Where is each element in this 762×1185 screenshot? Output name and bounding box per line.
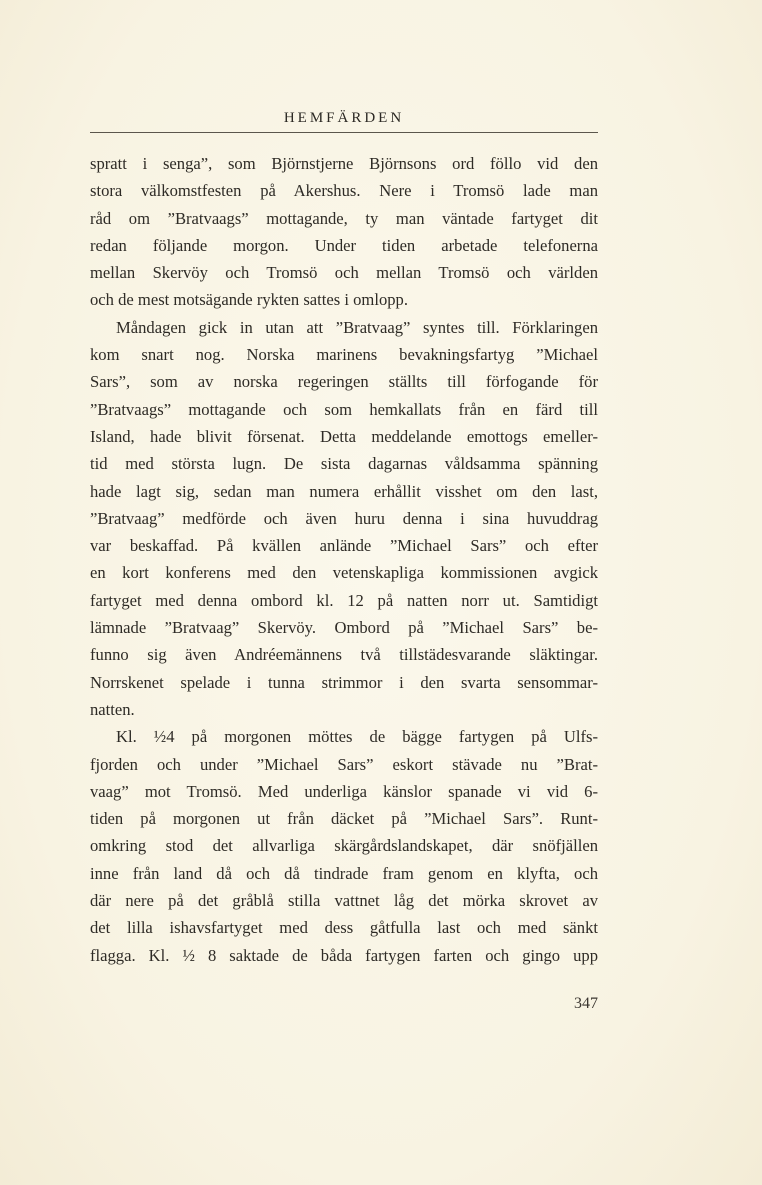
text-line: kom snart nog. Norska marinens bevakningsfartyg ”Michael bbox=[90, 345, 598, 365]
text-line: tiden på morgonen ut från däcket på ”Michael Sars”. Runt- bbox=[90, 809, 598, 829]
text-line: hade lagt sig, sedan man numera erhållit visshet om den last, bbox=[90, 481, 598, 501]
text-line: en kort konferens med den vetenskapliga kommissionen avgick bbox=[90, 563, 598, 583]
text-line: Island, hade blivit försenat. Detta meddelande emottogs emeller- bbox=[90, 426, 598, 446]
text-line: det lilla ishavsfartyget med dess gåtfulla last och med sänkt bbox=[90, 918, 598, 938]
paragraph-1 bbox=[90, 150, 598, 314]
text-line: omkring stod det allvarliga skärgårdslandskapet, där snöfjällen bbox=[90, 836, 598, 856]
text-line: var beskaffad. På kvällen anlände ”Michael Sars” och efter bbox=[90, 536, 598, 556]
text-line: och de mest motsägande rykten sattes i omlopp. bbox=[90, 290, 408, 310]
text-line: redan följande morgon. Under tiden arbetade telefonerna bbox=[90, 235, 598, 255]
text-line: fartyget med denna ombord kl. 12 på natten norr ut. Samtidigt bbox=[90, 590, 598, 610]
text-line: ”Bratvaags” mottagande och som hemkallats från en färd till bbox=[90, 399, 598, 419]
text-line: flagga. Kl. ½ 8 saktade de båda fartygen farten och gingo upp bbox=[90, 945, 598, 965]
text-line: vaag” mot Tromsö. Med underliga känslor spanade vi vid 6- bbox=[90, 781, 598, 801]
text-line: tid med största lugn. De sista dagarnas våldsamma spänning bbox=[90, 454, 598, 474]
text-line: fjorden och under ”Michael Sars” eskort stävade nu ”Brat- bbox=[90, 754, 598, 774]
text-line: natten. bbox=[90, 699, 135, 719]
body-text bbox=[90, 150, 598, 969]
paragraph-2 bbox=[90, 314, 598, 723]
text-line: funno sig även Andréemännens två tillstädesvarande släktingar. bbox=[90, 645, 598, 665]
paragraph-3 bbox=[90, 723, 598, 969]
text-line: Måndagen gick in utan att ”Bratvaag” syntes till. Förklaringen bbox=[116, 317, 598, 337]
page-number: 347 bbox=[574, 995, 598, 1012]
text-line: inne från land då och då tindrade fram genom en klyfta, och bbox=[90, 863, 598, 883]
text-line: Kl. ½4 på morgonen möttes de bägge fartygen på Ulfs- bbox=[116, 727, 598, 747]
text-line: spratt i senga”, som Björnstjerne Björnsons ord föllo vid den bbox=[90, 154, 598, 173]
text-line: Sars”, som av norska regeringen ställts till förfogande för bbox=[90, 372, 598, 392]
text-line: mellan Skervöy och Tromsö och mellan Tromsö och världen bbox=[90, 263, 598, 283]
text-line: lämnade ”Bratvaag” Skervöy. Ombord på ”Michael Sars” be- bbox=[90, 618, 598, 638]
text-line: råd om ”Bratvaags” mottagande, ty man väntade fartyget dit bbox=[90, 208, 598, 228]
text-line: där nere på det gråblå stilla vattnet låg det mörka skrovet av bbox=[90, 891, 598, 911]
running-head-title: HEMFÄRDEN bbox=[283, 110, 405, 126]
text-line: Norrskenet spelade i tunna strimmor i den svarta sensommar- bbox=[90, 672, 598, 692]
text-line: stora välkomstfesten på Akershus. Nere i Tromsö lade man bbox=[90, 181, 598, 201]
text-line: ”Bratvaag” medförde och även huru denna i sina huvuddrag bbox=[90, 508, 598, 528]
header-rule bbox=[90, 132, 598, 133]
